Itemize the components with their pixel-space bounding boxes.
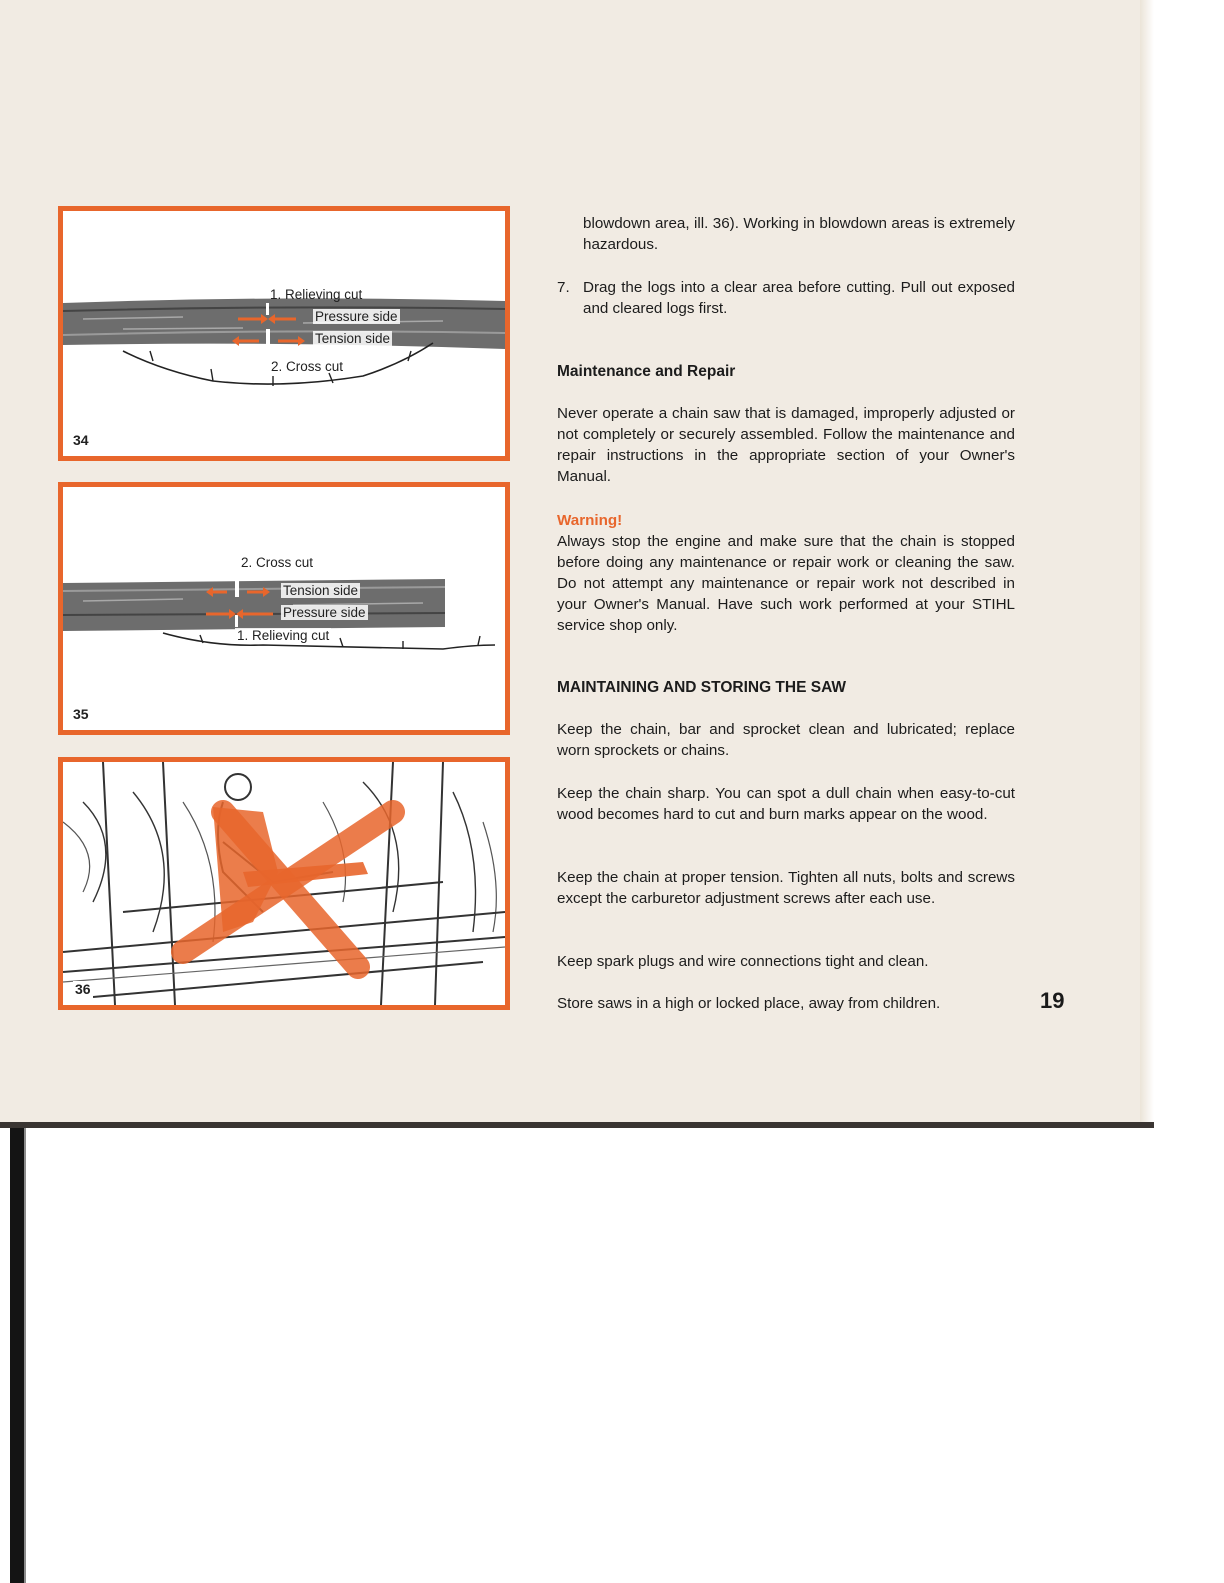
figure-35	[58, 482, 510, 735]
storing-text-2: Keep the chain sharp. You can spot a dull chain when easy-to-cut wood becomes hard to cut and burn marks appear on the wood.	[557, 785, 1015, 823]
warning-text: Always stop the engine and make sure that the chain is stopped before doing any maintenance or repair work or cleaning the saw. Do not attempt any maintenance or repair work not described in your Owner's Manual. Have such work performed at your STIHL service shop only.	[557, 533, 1015, 634]
label-pressure-side: Pressure side	[315, 309, 398, 324]
figure-36	[58, 757, 510, 1010]
list-item-number: 7.	[557, 279, 570, 296]
label-relieving-cut: 1. Relieving cut	[237, 628, 330, 643]
storing-paragraph-2	[557, 783, 1015, 825]
maintenance-section	[557, 361, 1015, 382]
storing-text-5: Store saws in a high or locked place, away from children.	[557, 995, 941, 1012]
storing-text-3: Keep the chain at proper tension. Tighten all nuts, bolts and screws except the carburetor adjustment screws after each use.	[557, 869, 1015, 907]
storing-text-1: Keep the chain, bar and sprocket clean and lubricated; replace worn sprockets or chains.	[557, 721, 1015, 759]
storing-paragraph-5	[557, 993, 1015, 1014]
log-illustration-34	[63, 211, 505, 456]
storing-heading: MAINTAINING AND STORING THE SAW	[557, 679, 847, 696]
label-pressure-side: Pressure side	[283, 605, 366, 620]
figure-34	[58, 206, 510, 461]
binding-line	[24, 1128, 26, 1583]
page-bottom-edge	[0, 1122, 1154, 1128]
label-tension-side: Tension side	[283, 583, 359, 598]
blowdown-illustration-36	[63, 762, 505, 1005]
continued-paragraph	[583, 213, 1015, 255]
maintenance-text: Never operate a chain saw that is damaged, improperly adjusted or not completely or securely assembled. Follow the maintenance and repair instructions in the appropriate section of your Owner's Manual.	[557, 405, 1015, 485]
storing-section	[557, 677, 1015, 698]
label-relieving-cut: 1. Relieving cut	[270, 287, 363, 302]
book-binding	[10, 1128, 24, 1583]
maintenance-heading: Maintenance and Repair	[557, 363, 736, 380]
storing-paragraph-1	[557, 719, 1015, 761]
storing-text-4: Keep spark plugs and wire connections tight and clean.	[557, 953, 929, 970]
warning-block	[557, 510, 1015, 636]
figure-number-36: 36	[75, 981, 91, 997]
label-cross-cut: 2. Cross cut	[271, 359, 344, 374]
storing-paragraph-4	[557, 951, 1015, 972]
list-item-7	[557, 277, 1015, 319]
continued-text: blowdown area, ill. 36). Working in blowdown areas is extremely hazardous.	[583, 215, 1015, 253]
figure-number-34: 34	[73, 432, 89, 448]
maintenance-paragraph	[557, 403, 1015, 487]
label-tension-side: Tension side	[315, 331, 391, 346]
list-item-text: Drag the logs into a clear area before cutting. Pull out exposed and cleared logs first.	[583, 279, 1015, 317]
warning-title: Warning!	[557, 512, 623, 529]
label-cross-cut: 2. Cross cut	[241, 555, 314, 570]
figure-number-35: 35	[73, 706, 89, 722]
page-number: 19	[1040, 988, 1065, 1013]
page-edge	[1140, 0, 1154, 1128]
storing-paragraph-3	[557, 867, 1015, 909]
